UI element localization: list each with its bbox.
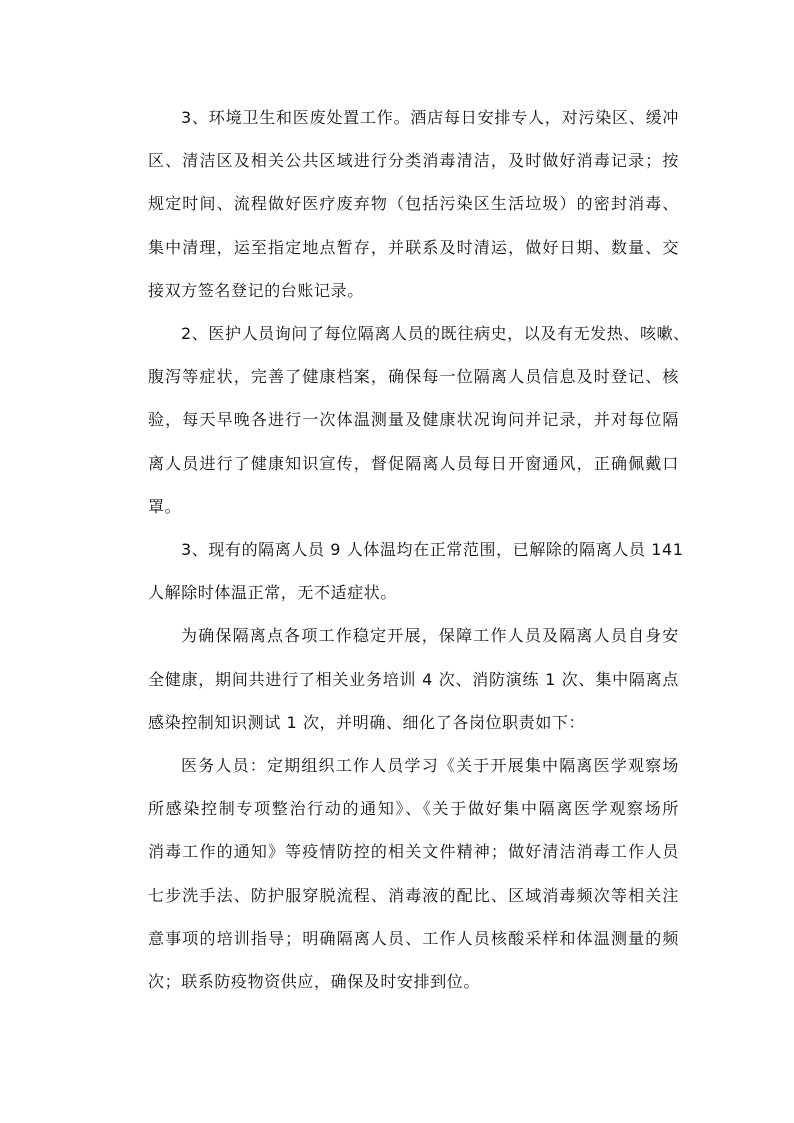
text-line: 腹泻等症状，完善了健康档案，确保每一位隔离人员信息及时登记、核	[148, 367, 679, 387]
text-line: 消毒工作的通知》等疫情防控的相关文件精神；做好清洁消毒工作人员	[148, 842, 679, 862]
text-line: 接双方签名登记的台账记录。	[148, 280, 364, 300]
text-line: 医务人员：定期组织工作人员学习《关于开展集中隔离医学观察场	[181, 756, 679, 776]
text-line: 为确保隔离点各项工作稳定开展，保障工作人员及隔离人员自身安	[181, 626, 679, 646]
paragraph-temperature-status	[115, 528, 684, 614]
text-line: 区、清洁区及相关公共区域进行分类消毒清洁，及时做好消毒记录；按	[148, 151, 679, 171]
text-line: 集中清理，运至指定地点暂存，并联系及时清运，做好日期、数量、交	[148, 237, 679, 257]
text-line: 离人员进行了健康知识宣传，督促隔离人员每日开窗通风，正确佩戴口	[148, 453, 679, 473]
text-line: 罩。	[148, 496, 182, 516]
text-line: 七步洗手法、防护服穿脱流程、消毒液的配比、区域消毒频次等相关注	[148, 885, 679, 905]
paragraph-environment-hygiene	[115, 96, 679, 312]
text-line: 所感染控制专项整治行动的通知》、《关于做好集中隔离医学观察场所	[148, 799, 679, 819]
text-line: 全健康，期间共进行了相关业务培训 4 次、消防演练 1 次、集中隔离点	[148, 669, 679, 689]
text-line: 3、环境卫生和医废处置工作。酒店每日安排专人，对污染区、缓冲	[181, 108, 679, 127]
text-line: 意事项的培训指导；明确隔离人员、工作人员核酸采样和体温测量的频	[148, 928, 679, 948]
text-line: 3、现有的隔离人员 9 人体温均在正常范围，已解除的隔离人员 141	[181, 540, 684, 560]
document-body	[115, 96, 690, 1003]
paragraph-training-summary	[115, 614, 679, 744]
text-line: 规定时间、流程做好医疗废弃物（包括污染区生活垃圾）的密封消毒、	[148, 194, 679, 214]
text-line: 感染控制知识测试 1 次，并明确、细化了各岗位职责如下：	[148, 712, 586, 732]
text-line: 人解除时体温正常，无不适症状。	[148, 583, 398, 603]
paragraph-medical-inquiry	[115, 312, 690, 528]
text-line: 次；联系防疫物资供应，确保及时安排到位。	[148, 972, 481, 992]
paragraph-medical-staff-duties	[115, 744, 679, 1003]
text-line: 2、医护人员询问了每位隔离人员的既往病史，以及有无发热、咳嗽、	[181, 324, 690, 344]
text-line: 验，每天早晚各进行一次体温测量及健康状况询问并记录，并对每位隔	[148, 410, 679, 430]
